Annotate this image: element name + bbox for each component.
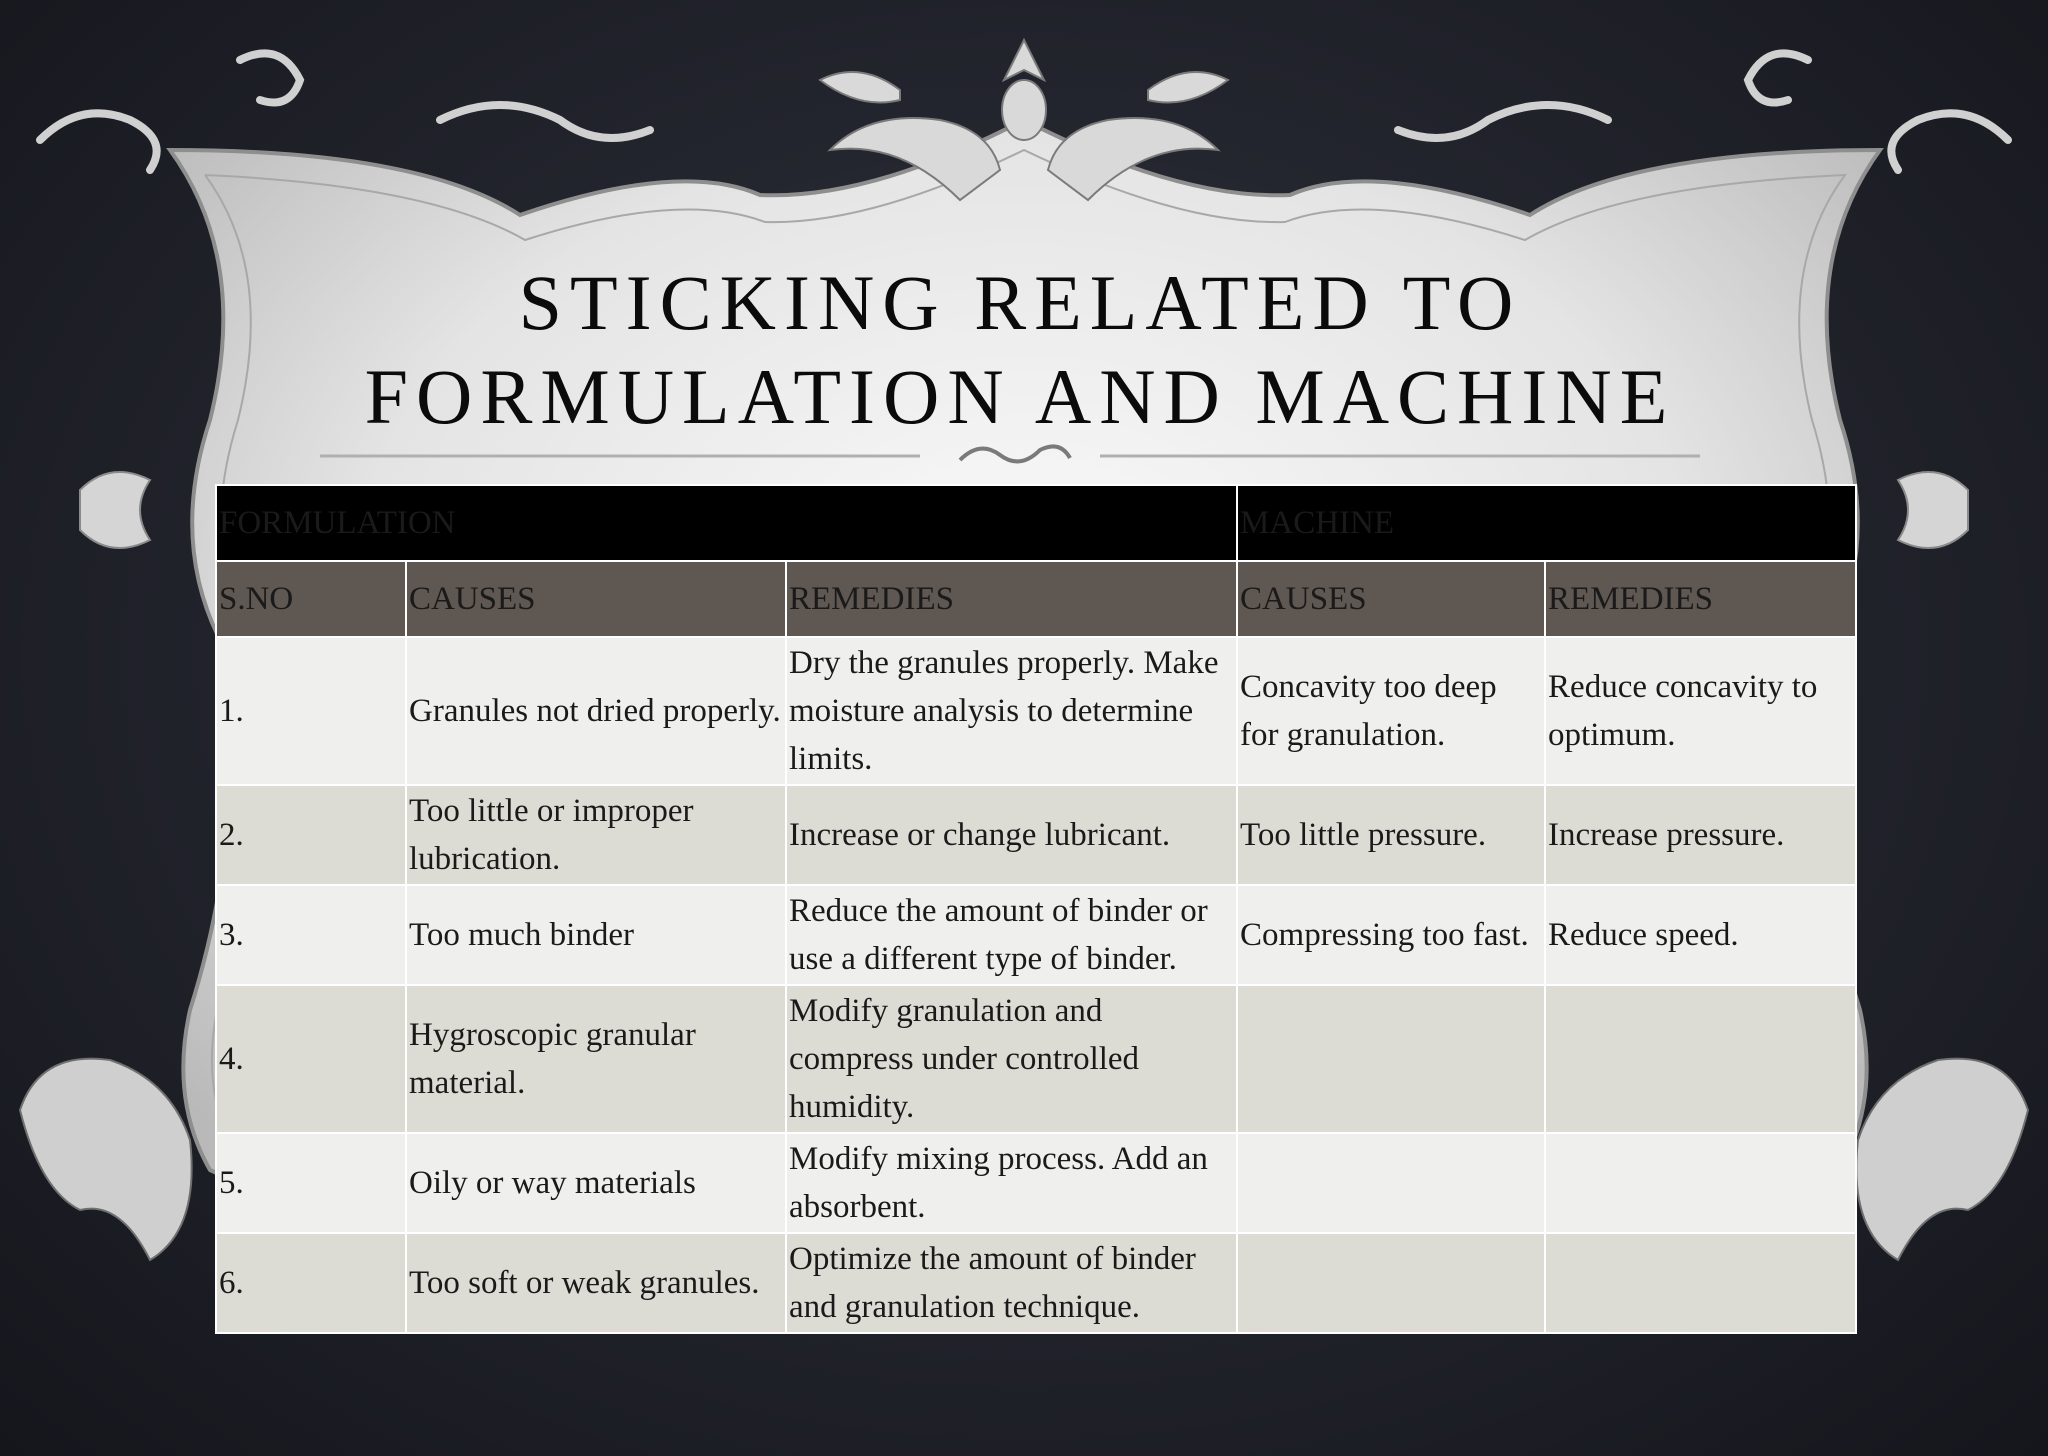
cell-machine-cause: [1237, 1133, 1545, 1233]
cell-sno: 5.: [216, 1133, 406, 1233]
cell-formulation-remedy: Optimize the amount of binder and granulation technique.: [786, 1233, 1237, 1333]
cell-sno: 3.: [216, 885, 406, 985]
sticking-table: [215, 484, 1857, 1334]
cell-machine-cause: Concavity too deep for granulation.: [1237, 637, 1545, 785]
column-header-machine-causes: CAUSES: [1237, 561, 1545, 637]
table-row: [216, 785, 1856, 885]
cell-formulation-cause: Granules not dried properly.: [406, 637, 786, 785]
cell-formulation-cause: Hygroscopic granular material.: [406, 985, 786, 1133]
slide-title-line2: FORMULATION AND MACHINE: [364, 353, 1676, 440]
cell-machine-cause: Too little pressure.: [1237, 785, 1545, 885]
column-header-machine-remedies: REMEDIES: [1545, 561, 1856, 637]
table-row: [216, 1233, 1856, 1333]
cell-machine-remedy: Increase pressure.: [1545, 785, 1856, 885]
column-header-row: [216, 561, 1856, 637]
column-header-formulation-causes: CAUSES: [406, 561, 786, 637]
table-row: [216, 637, 1856, 785]
table-row: [216, 985, 1856, 1133]
cell-formulation-remedy: Modify mixing process. Add an absorbent.: [786, 1133, 1237, 1233]
cell-machine-cause: [1237, 1233, 1545, 1333]
group-header-formulation: FORMULATION: [216, 485, 1237, 561]
cell-formulation-remedy: Modify granulation and compress under controlled humidity.: [786, 985, 1237, 1133]
cell-machine-cause: Compressing too fast.: [1237, 885, 1545, 985]
table-row: [216, 885, 1856, 985]
cell-machine-remedy: Reduce concavity to optimum.: [1545, 637, 1856, 785]
slide-title-line1: STICKING RELATED TO: [518, 259, 1522, 346]
cell-formulation-remedy: Increase or change lubricant.: [786, 785, 1237, 885]
column-header-sno: S.NO: [216, 561, 406, 637]
slide-title: [300, 256, 1740, 444]
cell-formulation-remedy: Dry the granules properly. Make moisture analysis to determine limits.: [786, 637, 1237, 785]
cell-formulation-cause: Too soft or weak granules.: [406, 1233, 786, 1333]
cell-formulation-cause: Too much binder: [406, 885, 786, 985]
cell-sno: 6.: [216, 1233, 406, 1333]
cell-formulation-cause: Too little or improper lubrication.: [406, 785, 786, 885]
cell-formulation-remedy: Reduce the amount of binder or use a different type of binder.: [786, 885, 1237, 985]
cell-machine-remedy: [1545, 985, 1856, 1133]
cell-machine-cause: [1237, 985, 1545, 1133]
cell-machine-remedy: Reduce speed.: [1545, 885, 1856, 985]
table-row: [216, 1133, 1856, 1233]
cell-sno: 2.: [216, 785, 406, 885]
group-header-machine: MACHINE: [1237, 485, 1856, 561]
cell-sno: 1.: [216, 637, 406, 785]
cell-sno: 4.: [216, 985, 406, 1133]
cell-machine-remedy: [1545, 1133, 1856, 1233]
cell-formulation-cause: Oily or way materials: [406, 1133, 786, 1233]
cell-machine-remedy: [1545, 1233, 1856, 1333]
column-header-formulation-remedies: REMEDIES: [786, 561, 1237, 637]
group-header-row: [216, 485, 1856, 561]
